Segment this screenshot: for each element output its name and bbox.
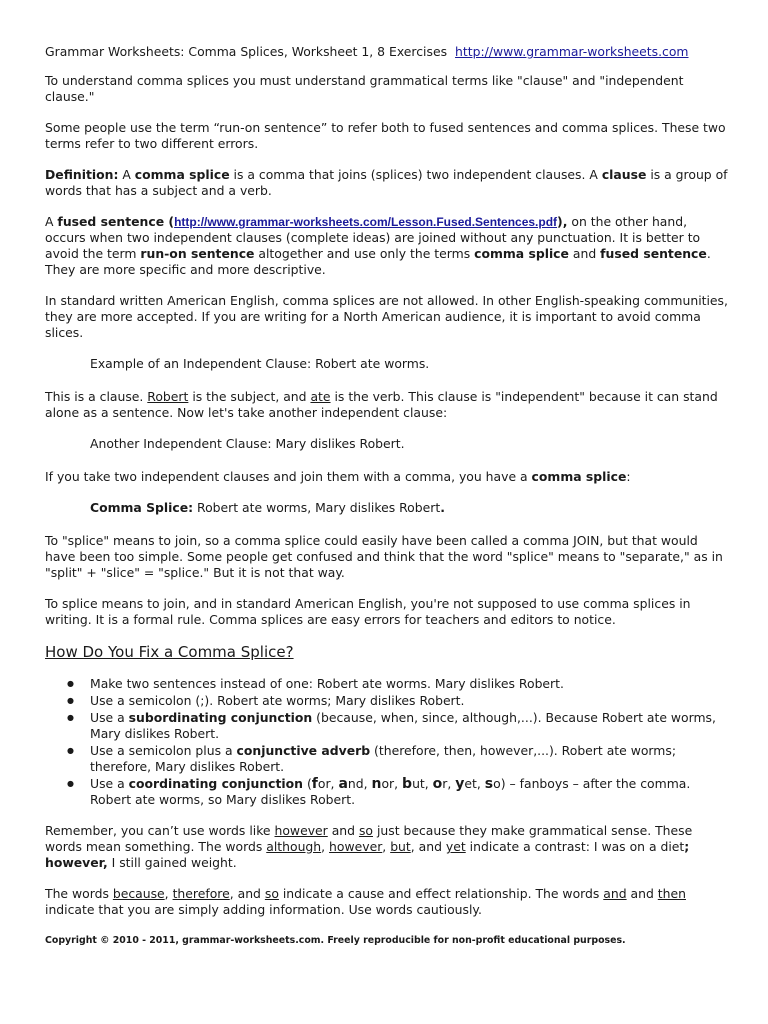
splice-meaning-paragraph: To "splice" means to join, so a comma splice could easily have been called a comma JOIN, but that would have been too simple. Some people get confused and think that the word "splice" means to "separate," as in "split" + "slice" = "splice." But it is not that way.: [45, 533, 723, 580]
site-link[interactable]: http://www.grammar-worksheets.com: [455, 44, 689, 59]
definition-paragraph: Definition: A comma splice is a comma that joins (splices) two independent clauses. A clause is a group of words that has a subject and a verb.: [45, 167, 728, 198]
fused-sentence-paragraph: A fused sentence (http://www.grammar-worksheets.com/Lesson.Fused.Sentences.pdf), on the other hand, occurs when two independent clauses (complete ideas) are joined without any punctuation. It is better to avoid the term run-on sentence altogether and use only the terms comma splice and fused sentence. They are more specific and more descriptive.: [45, 214, 711, 277]
standard-english-paragraph: In standard written American English, comma splices are not allowed. In other English-speaking communities, they are more accepted. If you are writing for a North American audience, it is important to avoid comma slices.: [45, 293, 728, 340]
intro-paragraph: To understand comma splices you must understand grammatical terms like "clause" and "independent clause.": [45, 73, 684, 104]
definition-label: Definition:: [45, 167, 119, 182]
example-independent-clause: Example of an Independent Clause: Robert ate worms.: [90, 356, 430, 371]
splice-rule-paragraph: To splice means to join, and in standard American English, you're not supposed to use comma splices in writing. It is a formal rule. Comma splices are easy errors for teachers and editors to notice.: [45, 596, 691, 627]
list-item: ● Use a subordinating conjunction (because, when, since, although,...). Because Robert ate worms, Mary dislikes Robert.: [90, 710, 728, 742]
remember-paragraph: Remember, you can’t use words like however and so just because they make grammatical sense. These words mean something. The words although, however, but, and yet indicate a contrast: I was on a diet; however, I still gained weight.: [45, 823, 693, 870]
words-paragraph: The words because, therefore, and so indicate a cause and effect relationship. The words and and then indicate that you are simply adding information. Use words cautiously.: [45, 886, 686, 917]
run-on-paragraph: Some people use the term “run-on sentence” to refer both to fused sentences and comma splices. These two terms refer to two different errors.: [45, 120, 726, 151]
list-item: ● Make two sentences instead of one: Robert ate worms. Mary dislikes Robert.: [90, 676, 728, 692]
page-header: [45, 44, 728, 60]
clause-explanation: This is a clause. Robert is the subject, and ate is the verb. This clause is "independent" because it can stand alone as a sentence. Now let's take another independent clause:: [45, 389, 718, 420]
page-title: Grammar Worksheets: Comma Splices, Worksheet 1, 8 Exercises: [45, 44, 448, 59]
list-item: ● Use a semicolon (;). Robert ate worms; Mary dislikes Robert.: [90, 693, 728, 709]
list-item: ● Use a semicolon plus a conjunctive adverb (therefore, then, however,...). Robert ate worms; therefore, Mary dislikes Robert.: [90, 743, 728, 775]
join-paragraph: If you take two independent clauses and join them with a comma, you have a comma splice:: [45, 469, 631, 484]
comma-splice-example: Comma Splice: Robert ate worms, Mary dislikes Robert.: [90, 500, 445, 515]
copyright-footer: Copyright © 2010 - 2011, grammar-worksheets.com. Freely reproducible for non-profit educational purposes.: [45, 935, 626, 946]
list-item: ● Use a coordinating conjunction (for, and, nor, but, or, yet, so) – fanboys – after the comma. Robert ate worms, so Mary dislikes Robert.: [90, 776, 728, 808]
example-another-clause: Another Independent Clause: Mary dislikes Robert.: [90, 436, 405, 451]
fix-heading: How Do You Fix a Comma Splice?: [45, 643, 294, 661]
fused-sentences-link[interactable]: http://www.grammar-worksheets.com/Lesson.Fused.Sentences.pdf: [174, 215, 558, 229]
fix-list: [45, 676, 728, 808]
